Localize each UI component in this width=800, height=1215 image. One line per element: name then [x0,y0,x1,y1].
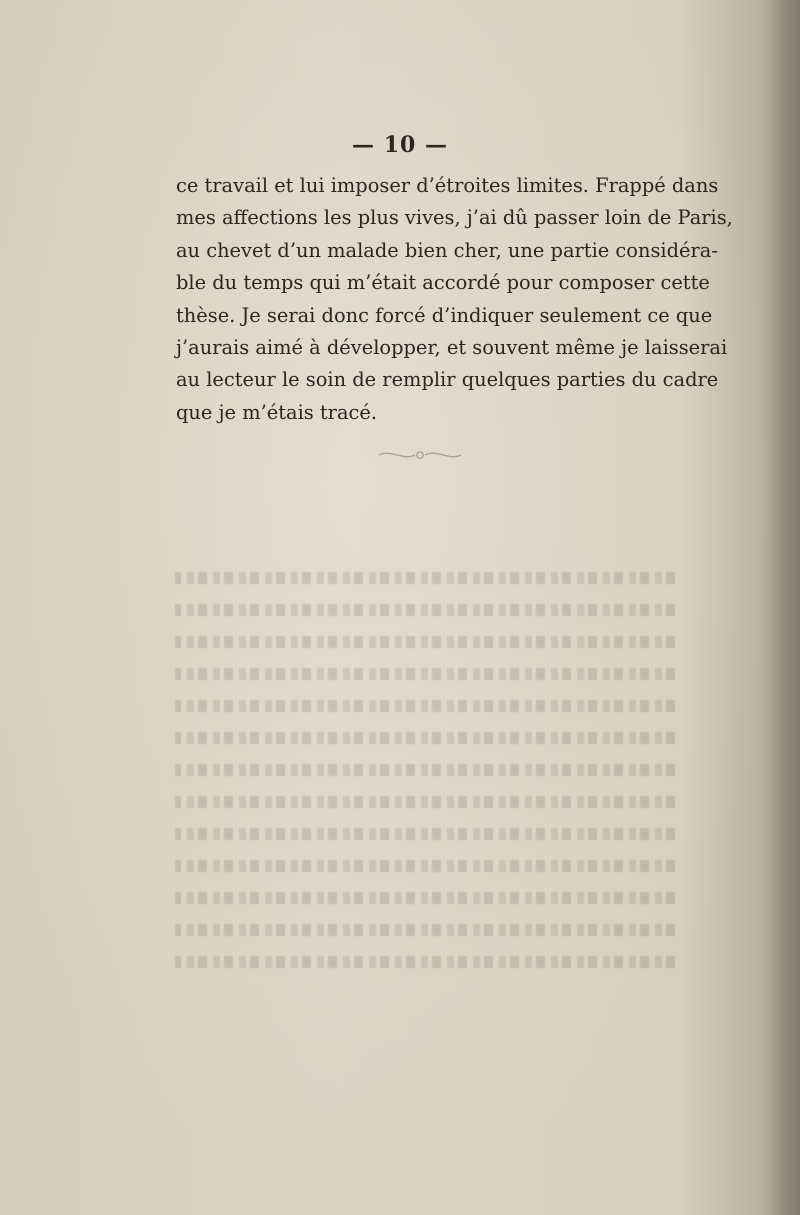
ornament-divider-icon [375,446,465,464]
text-line: que je m’étais tracé. [176,400,378,424]
text-line: thèse. Je serai donc forcé d’indiquer seulement ce que [176,303,713,327]
page-edge-shadow [760,0,800,1215]
text-line: au chevet d’un malade bien cher, une partie considéra- [176,238,718,262]
text-line: au lecteur le soin de remplir quelques parties du cadre [176,368,719,392]
bleed-through-texture [175,560,675,1000]
page-number: — 10 — [352,132,448,158]
body-paragraph [176,170,733,429]
text-line: ble du temps qui m’était accordé pour composer cette [176,271,710,295]
text-line: ce travail et lui imposer d’étroites limites. Frappé dans [176,174,719,197]
text-line: mes affections les plus vives, j’ai dû passer loin de Paris, [176,206,733,230]
text-line: j’aurais aimé à développer, et souvent même je laisserai [176,336,728,360]
